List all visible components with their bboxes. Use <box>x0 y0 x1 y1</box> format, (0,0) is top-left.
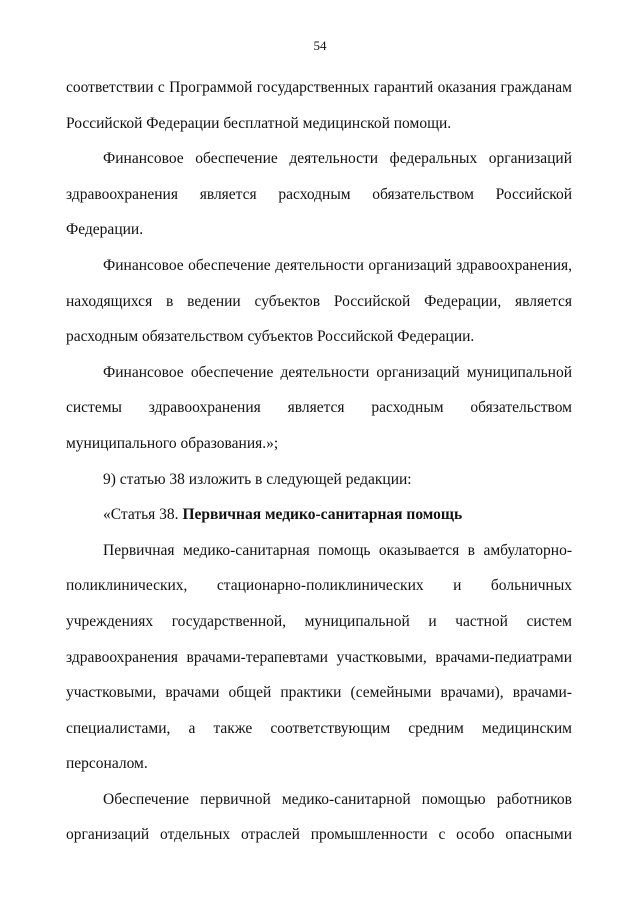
article-heading <box>66 497 572 533</box>
paragraph <box>66 141 572 248</box>
page-number: 54 <box>313 38 327 53</box>
paragraph <box>66 355 572 462</box>
paragraph <box>66 248 572 355</box>
paragraph <box>66 533 572 782</box>
text-line: находящихся в ведении субъектов Российской Федерации, является <box>66 292 572 310</box>
text-line: организаций отдельных отраслей промышленности с особо опасными <box>66 826 572 844</box>
text-line: Российской Федерации бесплатной медицинской помощи. <box>66 114 452 132</box>
text-line: соответствии с Программой государственных гарантий оказания гражданам <box>66 79 572 96</box>
text-line: Финансовое обеспечение деятельности организаций здравоохранения, <box>103 256 572 274</box>
paragraph <box>66 462 572 498</box>
text-line: специалистами, а также соответствующим средним медицинским <box>66 719 572 737</box>
text-line: системы здравоохранения является расходным обязательством <box>66 399 572 417</box>
document-body <box>66 70 572 853</box>
paragraph <box>66 782 572 853</box>
text-line: здравоохранения является расходным обязательством Российской <box>66 185 572 203</box>
text-line: расходным обязательством субъектов Российской Федерации. <box>66 328 475 346</box>
text-line: Первичная медико-санитарная помощь оказывается в амбулаторно- <box>103 541 572 559</box>
text-line: учреждениях государственной, муниципальной и частной систем <box>66 612 572 630</box>
text-line: Обеспечение первичной медико-санитарной помощью работников <box>103 790 572 808</box>
text-line: поликлинических, стационарно-поликлинических и больничных <box>66 577 572 595</box>
text-line: муниципального образования.»; <box>66 434 279 452</box>
article-heading-prefix: «Статья 38. <box>103 506 179 524</box>
text-line: Финансовое обеспечение деятельности организаций муниципальной <box>103 363 572 381</box>
text-line: участковыми, врачами общей практики (семейными врачами), врачами- <box>66 684 572 702</box>
text-line: здравоохранения врачами-терапевтами участковыми, врачами-педиатрами <box>66 648 572 666</box>
text-line: Федерации. <box>66 221 144 239</box>
text-line: персоналом. <box>66 755 148 773</box>
article-heading-title: Первичная медико-санитарная помощь <box>182 506 463 524</box>
paragraph <box>66 70 572 141</box>
text-line: 9) статью 38 изложить в следующей редакции: <box>103 470 412 488</box>
text-line: Финансовое обеспечение деятельности федеральных организаций <box>103 150 572 168</box>
